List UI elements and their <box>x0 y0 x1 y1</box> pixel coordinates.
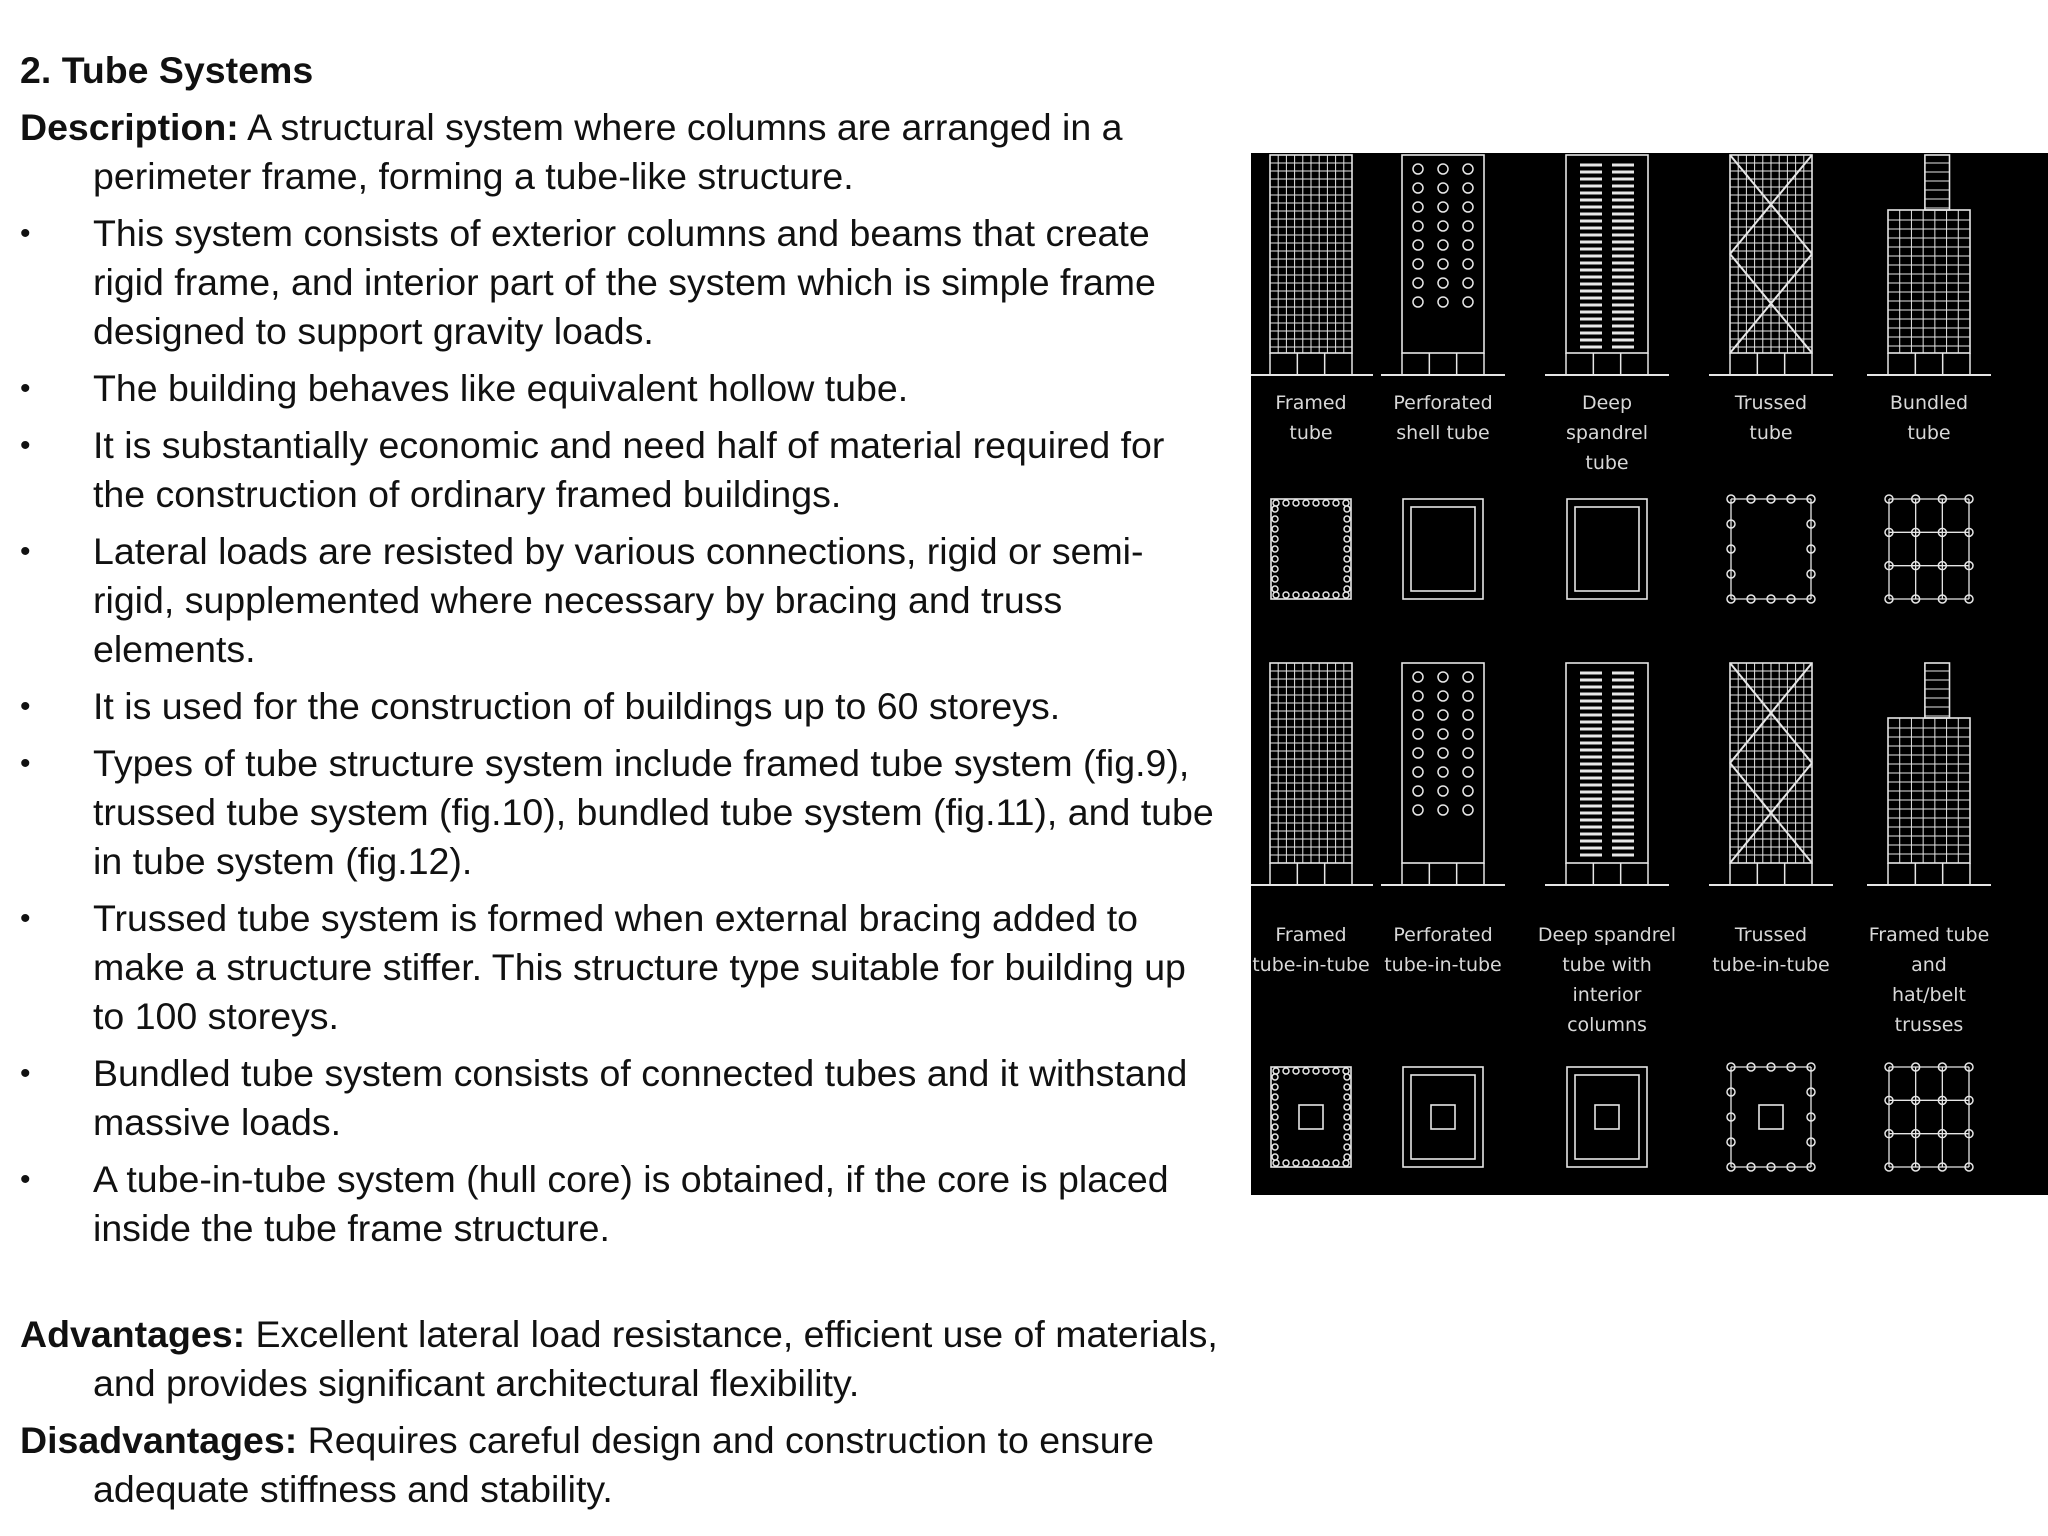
opening <box>1343 1160 1349 1166</box>
figure-caption: tube <box>1289 422 1333 444</box>
building-outline <box>1566 155 1648 353</box>
opening <box>1438 710 1448 720</box>
opening <box>1413 710 1423 720</box>
opening <box>1344 1114 1350 1120</box>
opening <box>1344 576 1350 582</box>
opening <box>1413 729 1423 739</box>
bullet-dot: • <box>20 747 31 780</box>
opening <box>1438 278 1448 288</box>
opening <box>1344 506 1350 512</box>
opening <box>1438 805 1448 815</box>
bullet-item <box>20 739 1220 886</box>
opening <box>1344 536 1350 542</box>
opening <box>1344 1154 1350 1160</box>
opening <box>1323 592 1329 598</box>
opening <box>1303 1068 1309 1074</box>
opening <box>1313 592 1319 598</box>
opening <box>1344 556 1350 562</box>
description-paragraph <box>20 103 1220 201</box>
opening <box>1413 748 1423 758</box>
plan-outline <box>1403 1067 1483 1167</box>
opening <box>1463 183 1473 193</box>
opening <box>1333 1160 1339 1166</box>
core-outline <box>1595 1105 1619 1129</box>
building-outline <box>1566 663 1648 863</box>
opening <box>1293 1160 1299 1166</box>
opening <box>1413 278 1423 288</box>
plan-outline <box>1271 499 1351 599</box>
opening <box>1273 1160 1279 1166</box>
opening <box>1293 1068 1299 1074</box>
advantages-label: Advantages: <box>20 1313 246 1355</box>
figure-caption: Framed <box>1275 392 1347 414</box>
plan-outline <box>1567 1067 1647 1167</box>
opening <box>1438 259 1448 269</box>
plan-outline <box>1403 499 1483 599</box>
description-text: A structural system where columns are arranged in a perimeter frame, forming a tube-like structure. <box>93 106 1123 197</box>
figure-caption: tube with <box>1562 954 1652 976</box>
bullet-item <box>20 1155 1220 1253</box>
opening <box>1333 592 1339 598</box>
opening <box>1413 767 1423 777</box>
opening <box>1463 297 1473 307</box>
opening <box>1283 500 1289 506</box>
opening <box>1413 805 1423 815</box>
figure-caption: Trussed <box>1734 924 1808 946</box>
bullet-text: A tube-in-tube system (hull core) is obtained, if the core is placed inside the tube frame structure. <box>93 1158 1169 1249</box>
opening <box>1413 240 1423 250</box>
opening <box>1463 278 1473 288</box>
opening <box>1272 566 1278 572</box>
disadvantages-text: Requires careful design and construction to ensure adequate stiffness and stability. <box>93 1419 1154 1510</box>
opening <box>1272 526 1278 532</box>
opening <box>1344 1124 1350 1130</box>
opening <box>1273 1068 1279 1074</box>
figure-caption: tube-in-tube <box>1252 954 1370 976</box>
opening <box>1438 183 1448 193</box>
figure-caption: tube-in-tube <box>1712 954 1830 976</box>
opening <box>1344 546 1350 552</box>
advantages-paragraph <box>20 1310 1220 1408</box>
opening <box>1273 500 1279 506</box>
opening <box>1272 1154 1278 1160</box>
opening <box>1272 1124 1278 1130</box>
bullet-text: Bundled tube system consists of connected tubes and it withstand massive loads. <box>93 1052 1188 1143</box>
opening <box>1413 202 1423 212</box>
bullet-text: Types of tube structure system include framed tube system (fig.9), trussed tube system (fig.10), bundled tube system (fig.11), and tube in tube system (fig.12). <box>93 742 1214 882</box>
plan-outline <box>1567 499 1647 599</box>
plan-outline <box>1575 507 1639 591</box>
opening <box>1323 500 1329 506</box>
opening <box>1344 1084 1350 1090</box>
opening <box>1438 767 1448 777</box>
opening <box>1272 586 1278 592</box>
opening <box>1313 1068 1319 1074</box>
opening <box>1463 672 1473 682</box>
disadvantages-paragraph <box>20 1416 1220 1514</box>
figure-caption: tube-in-tube <box>1384 954 1502 976</box>
opening <box>1303 1160 1309 1166</box>
slide-text <box>20 46 1220 1522</box>
tube-systems-figure <box>1251 153 2048 1195</box>
opening <box>1323 1160 1329 1166</box>
bullet-text: Lateral loads are resisted by various connections, rigid or semi-rigid, supplemented where necessary by bracing and truss elements. <box>93 530 1144 670</box>
opening <box>1463 805 1473 815</box>
section-heading: 2. Tube Systems <box>20 49 314 91</box>
opening <box>1343 500 1349 506</box>
opening <box>1463 767 1473 777</box>
spacer <box>20 1261 1220 1310</box>
opening <box>1344 1094 1350 1100</box>
opening <box>1272 506 1278 512</box>
opening <box>1438 748 1448 758</box>
core-outline <box>1759 1105 1783 1129</box>
opening <box>1413 183 1423 193</box>
figure-caption: and <box>1911 954 1947 976</box>
opening <box>1463 202 1473 212</box>
opening <box>1333 1068 1339 1074</box>
opening <box>1413 221 1423 231</box>
figure-caption: interior <box>1572 984 1642 1006</box>
figure-caption: spandrel <box>1565 422 1649 444</box>
opening <box>1463 240 1473 250</box>
opening <box>1283 1068 1289 1074</box>
opening <box>1344 1074 1350 1080</box>
opening <box>1438 729 1448 739</box>
opening <box>1272 516 1278 522</box>
core-outline <box>1431 1105 1455 1129</box>
figure-caption: hat/belt <box>1891 984 1967 1006</box>
plan-outline <box>1575 1075 1639 1159</box>
opening <box>1413 672 1423 682</box>
figure-caption: tube <box>1749 422 1793 444</box>
opening <box>1463 748 1473 758</box>
bullet-text: The building behaves like equivalent hollow tube. <box>93 367 909 409</box>
opening <box>1272 1114 1278 1120</box>
figure-caption: Framed tube <box>1868 924 1990 946</box>
opening <box>1344 1104 1350 1110</box>
opening <box>1438 786 1448 796</box>
opening <box>1272 1134 1278 1140</box>
bullet-item <box>20 527 1220 674</box>
figure-caption: Deep spandrel <box>1537 924 1677 946</box>
figure-caption: Perforated <box>1393 924 1493 946</box>
tube-systems-diagram <box>1251 153 2048 1195</box>
bullet-item <box>20 894 1220 1041</box>
advantages-text: Excellent lateral load resistance, efficient use of materials, and provides significant architectural flexibility. <box>93 1313 1218 1404</box>
bullet-item <box>20 421 1220 519</box>
opening <box>1313 500 1319 506</box>
opening <box>1413 164 1423 174</box>
opening <box>1463 164 1473 174</box>
figure-caption: tube <box>1585 452 1629 474</box>
opening <box>1313 1160 1319 1166</box>
bullet-dot: • <box>20 535 31 568</box>
opening <box>1438 164 1448 174</box>
opening <box>1343 1068 1349 1074</box>
opening <box>1283 592 1289 598</box>
opening <box>1438 202 1448 212</box>
bullet-item <box>20 682 1220 731</box>
bullet-dot: • <box>20 690 31 723</box>
opening <box>1323 1068 1329 1074</box>
opening <box>1344 1134 1350 1140</box>
bullet-dot: • <box>20 217 31 250</box>
bullet-item <box>20 1049 1220 1147</box>
bullet-dot: • <box>20 1163 31 1196</box>
bullet-text: It is substantially economic and need half of material required for the construction of ordinary framed buildings. <box>93 424 1165 515</box>
opening <box>1293 500 1299 506</box>
bullet-dot: • <box>20 372 31 405</box>
figure-caption: trusses <box>1894 1014 1964 1036</box>
opening <box>1463 710 1473 720</box>
opening <box>1413 786 1423 796</box>
opening <box>1344 516 1350 522</box>
opening <box>1463 259 1473 269</box>
opening <box>1438 297 1448 307</box>
opening <box>1463 729 1473 739</box>
opening <box>1272 546 1278 552</box>
opening <box>1272 1104 1278 1110</box>
opening <box>1438 691 1448 701</box>
figure-caption: Perforated <box>1393 392 1493 414</box>
opening <box>1272 1074 1278 1080</box>
opening <box>1344 566 1350 572</box>
opening <box>1413 691 1423 701</box>
building-outline <box>1888 210 1970 353</box>
bullet-text: Trussed tube system is formed when external bracing added to make a structure stiffer. This structure type suitable for building up to 100 storeys. <box>93 897 1186 1037</box>
plan-outline <box>1271 1067 1351 1167</box>
opening <box>1463 786 1473 796</box>
opening <box>1344 586 1350 592</box>
figure-caption: columns <box>1567 1014 1647 1036</box>
bullet-dot: • <box>20 902 31 935</box>
opening <box>1272 1084 1278 1090</box>
opening <box>1438 240 1448 250</box>
figure-caption: Framed <box>1275 924 1347 946</box>
opening <box>1438 672 1448 682</box>
opening <box>1333 500 1339 506</box>
opening <box>1272 536 1278 542</box>
opening <box>1343 592 1349 598</box>
bullet-item <box>20 209 1220 356</box>
opening <box>1272 1144 1278 1150</box>
opening <box>1293 592 1299 598</box>
opening <box>1463 691 1473 701</box>
opening <box>1344 1144 1350 1150</box>
bullet-dot: • <box>20 429 31 462</box>
opening <box>1463 221 1473 231</box>
opening <box>1272 576 1278 582</box>
opening <box>1272 556 1278 562</box>
plan-outline <box>1411 507 1475 591</box>
core-outline <box>1299 1105 1323 1129</box>
bullet-text: This system consists of exterior columns and beams that create rigid frame, and interior part of the system which is simple frame designed to support gravity loads. <box>93 212 1156 352</box>
opening <box>1413 297 1423 307</box>
plan-outline <box>1411 1075 1475 1159</box>
opening <box>1344 526 1350 532</box>
bullet-item <box>20 364 1220 413</box>
figure-caption: Bundled <box>1889 392 1969 414</box>
bullet-text: It is used for the construction of buildings up to 60 storeys. <box>93 685 1061 727</box>
opening <box>1303 592 1309 598</box>
figure-caption: Trussed <box>1734 392 1808 414</box>
figure-caption: shell tube <box>1396 422 1490 444</box>
bullet-dot: • <box>20 1057 31 1090</box>
disadvantages-label: Disadvantages: <box>20 1419 298 1461</box>
opening <box>1413 259 1423 269</box>
opening <box>1272 1094 1278 1100</box>
description-label: Description: <box>20 106 239 148</box>
opening <box>1438 221 1448 231</box>
figure-caption: Deep <box>1581 392 1633 414</box>
opening <box>1273 592 1279 598</box>
figure-caption: tube <box>1907 422 1951 444</box>
opening <box>1283 1160 1289 1166</box>
opening <box>1303 500 1309 506</box>
bullet-list <box>20 209 1220 1253</box>
